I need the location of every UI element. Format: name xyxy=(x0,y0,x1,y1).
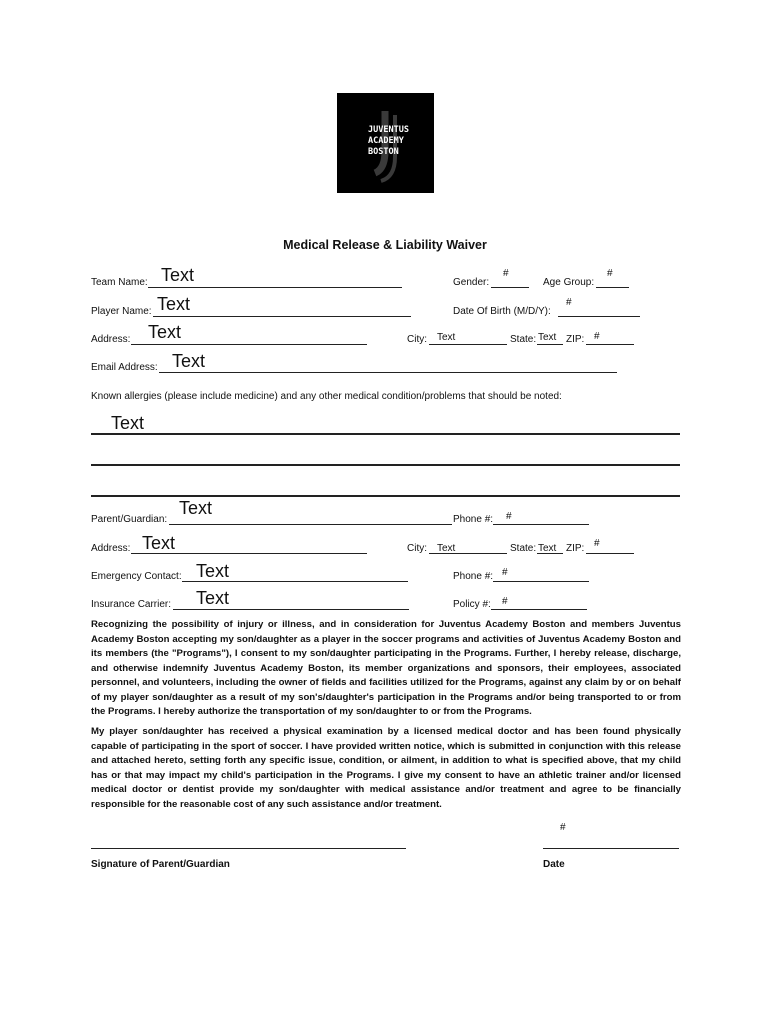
page-title: Medical Release & Liability Waiver xyxy=(283,238,487,252)
guardian-state-value[interactable]: Text xyxy=(538,543,557,554)
guardian-zip-field-line[interactable] xyxy=(586,553,634,554)
signature-label: Signature of Parent/Guardian xyxy=(91,859,230,870)
parent-phone-field-line[interactable] xyxy=(493,524,589,525)
parent-phone-label: Phone #: xyxy=(453,514,494,525)
insurance-carrier-label: Insurance Carrier: xyxy=(91,599,172,610)
date-field-line[interactable] xyxy=(543,848,679,849)
guardian-address-field-line[interactable] xyxy=(131,553,367,554)
address-field-line[interactable] xyxy=(131,344,367,345)
zip-label: ZIP: xyxy=(566,334,585,345)
team-name-field-line[interactable] xyxy=(148,287,402,288)
medical-paragraph: My player son/daughter has received a physical examination by a licensed medical doctor and has been found physically capable of participating in the sport of soccer. I have provided written notice, which is submitted in conjunction with this release and attached hereto, setting forth any specific issue, condition, or ailment, in addition to what is specified above, that my child has or that may impact my child's participation in the Programs. I give my consent to have an athletic trainer and/or licensed medical doctor or dentist provide my son/daughter with medical assistance and/or treatment and agree to be financially responsible for the reasonable cost of any such assistance and/or treatment. xyxy=(91,726,681,810)
guardian-city-label: City: xyxy=(407,543,427,554)
date-label: Date xyxy=(543,859,565,870)
city-field-line[interactable] xyxy=(429,344,507,345)
state-field-line[interactable] xyxy=(537,344,563,345)
dob-label: Date Of Birth (M/D/Y): xyxy=(453,306,551,317)
email-value[interactable]: Text xyxy=(172,351,206,371)
gender-label: Gender: xyxy=(453,277,490,288)
email-label: Email Address: xyxy=(91,362,158,373)
age-group-value[interactable]: # xyxy=(607,268,613,279)
allergies-line-1[interactable] xyxy=(91,433,680,435)
allergies-line-3[interactable] xyxy=(91,495,680,497)
parent-guardian-value[interactable]: Text xyxy=(179,498,213,518)
parent-guardian-field-line[interactable] xyxy=(169,524,452,525)
guardian-address-value[interactable]: Text xyxy=(142,533,176,553)
address-value[interactable]: Text xyxy=(148,322,182,342)
guardian-zip-value[interactable]: # xyxy=(594,538,600,549)
guardian-zip-label: ZIP: xyxy=(566,543,585,554)
dob-field-line[interactable] xyxy=(558,316,640,317)
zip-field-line[interactable] xyxy=(586,344,634,345)
address-label: Address: xyxy=(91,334,131,345)
player-name-value[interactable]: Text xyxy=(157,294,191,314)
guardian-city-value[interactable]: Text xyxy=(437,543,456,554)
policy-value[interactable]: # xyxy=(502,596,508,607)
city-value[interactable]: Text xyxy=(437,332,456,343)
insurance-carrier-field-line[interactable] xyxy=(173,609,409,610)
juventus-academy-logo xyxy=(337,93,434,193)
team-name-value[interactable]: Text xyxy=(161,265,195,285)
policy-label: Policy #: xyxy=(453,599,491,610)
state-label: State: xyxy=(510,334,537,345)
player-name-field-line[interactable] xyxy=(153,316,411,317)
allergies-line-2[interactable] xyxy=(91,464,680,466)
team-name-label: Team Name: xyxy=(91,277,148,288)
parent-phone-value[interactable]: # xyxy=(506,511,512,522)
state-value[interactable]: Text xyxy=(538,332,557,343)
emergency-contact-field-line[interactable] xyxy=(182,581,408,582)
age-group-field-line[interactable] xyxy=(596,287,629,288)
emergency-phone-value[interactable]: # xyxy=(502,567,508,578)
logo-text: JUVENTUS ACADEMY BOSTON xyxy=(368,125,409,157)
insurance-carrier-value[interactable]: Text xyxy=(196,588,230,608)
allergies-value[interactable]: Text xyxy=(111,413,145,433)
signature-field-line[interactable] xyxy=(91,848,406,849)
zip-value[interactable]: # xyxy=(594,331,600,342)
date-value[interactable]: # xyxy=(560,822,566,833)
player-name-label: Player Name: xyxy=(91,306,152,317)
city-label: City: xyxy=(407,334,427,345)
gender-value[interactable]: # xyxy=(503,268,509,279)
allergies-label: Known allergies (please include medicine) and any other medical condition/problems that should be noted: xyxy=(91,391,562,402)
age-group-label: Age Group: xyxy=(543,277,595,288)
emergency-contact-value[interactable]: Text xyxy=(196,561,230,581)
emergency-phone-field-line[interactable] xyxy=(493,581,589,582)
guardian-address-label: Address: xyxy=(91,543,131,554)
emergency-contact-label: Emergency Contact: xyxy=(91,571,182,582)
guardian-state-label: State: xyxy=(510,543,537,554)
emergency-phone-label: Phone #: xyxy=(453,571,494,582)
dob-value[interactable]: # xyxy=(566,297,572,308)
parent-guardian-label: Parent/Guardian: xyxy=(91,514,168,525)
email-field-line[interactable] xyxy=(159,372,617,373)
policy-field-line[interactable] xyxy=(491,609,587,610)
release-paragraph: Recognizing the possibility of injury or illness, and in consideration for Juventus Academy Boston and members Juventus Academy Boston accepting my son/daughter as a player in the soccer programs and activities of Juventus Academy Boston and its members (the "Programs"), I consent to my son/daughter participating in the Programs. Further, I hereby release, discharge, and otherwise indemnify Juventus Academy Boston, its member organizations and sponsors, their employees, associated personnel, and volunteers, including the owner of fields and facilities utilized for the Programs, against any claim by or on behalf of my player son/daughter as a result of my son's/daughter's participation in the Programs and/or being transported to or from the Programs. I hereby authorize the transportation of my son/daughter to or from the Programs. xyxy=(91,619,681,717)
gender-field-line[interactable] xyxy=(491,287,529,288)
